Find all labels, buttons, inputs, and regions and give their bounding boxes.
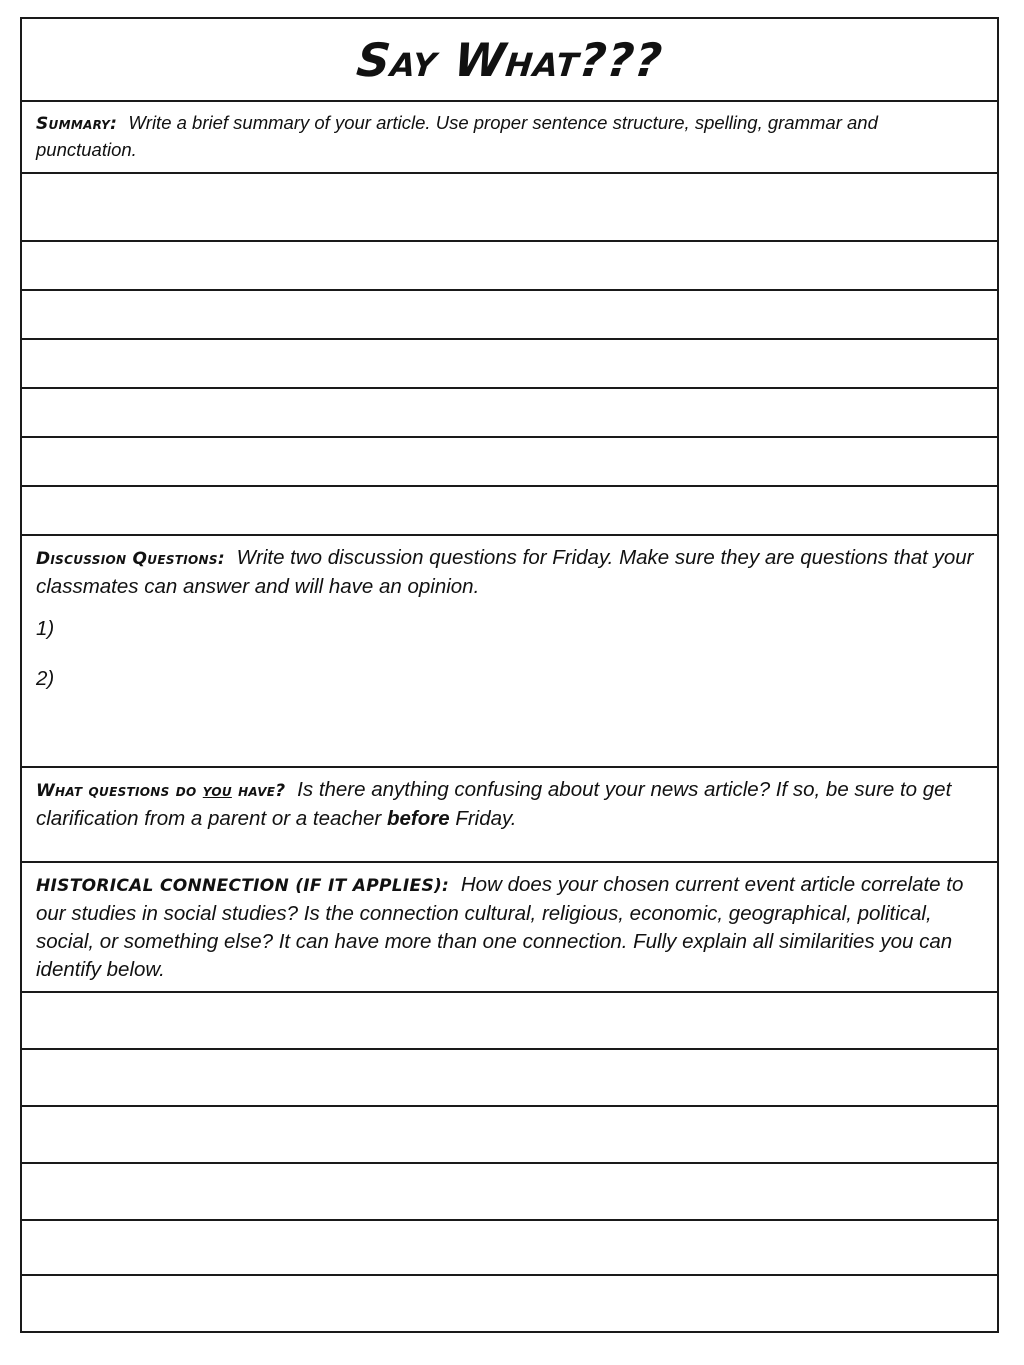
historical-writing-line[interactable] xyxy=(22,1221,997,1276)
historical-writing-line[interactable] xyxy=(22,1107,997,1164)
summary-writing-line[interactable] xyxy=(22,438,997,487)
summary-writing-line[interactable] xyxy=(22,340,997,389)
questions-instruction-bold: before xyxy=(386,807,450,830)
discussion-label: Discussion Questions: xyxy=(36,549,225,569)
discussion-item-2[interactable]: 2) xyxy=(36,667,55,690)
page-title: Say What??? xyxy=(353,32,666,87)
historical-writing-line[interactable] xyxy=(22,993,997,1050)
questions-label-end: have? xyxy=(238,781,286,801)
historical-instruction: How does your chosen current event article correlate to our studies in social studies? Is the connection cultural, religious, economic, geographical, political, social, or something else? It can have more than one connection. Fully explain all similarities you can identify below. xyxy=(36,873,964,981)
historical-label: HISTORICAL CONNECTION (IF IT APPLIES): xyxy=(36,876,450,896)
summary-section xyxy=(22,102,997,174)
historical-writing-line[interactable] xyxy=(22,1050,997,1107)
discussion-section xyxy=(22,536,997,768)
questions-label-emphasis: you xyxy=(202,781,232,801)
summary-writing-line[interactable] xyxy=(22,291,997,340)
historical-writing-line[interactable] xyxy=(22,1276,997,1331)
worksheet xyxy=(20,17,999,1333)
summary-writing-line[interactable] xyxy=(22,242,997,291)
summary-writing-line[interactable] xyxy=(22,389,997,438)
historical-writing-line[interactable] xyxy=(22,1164,997,1221)
title-row xyxy=(22,19,997,102)
summary-instruction: Write a brief summary of your article. Use proper sentence structure, spelling, grammar and punctuation. xyxy=(36,112,878,160)
questions-instruction-start: Is there anything confusing about your news article? If so, be sure to get clarification from a parent or a teacher xyxy=(36,778,952,830)
discussion-instruction: Write two discussion questions for Friday. Make sure they are questions that your classmates can answer and will have an opinion. xyxy=(36,546,974,598)
discussion-item-1[interactable]: 1) xyxy=(36,617,55,640)
summary-label: Summary: xyxy=(36,114,118,134)
historical-section xyxy=(22,863,997,993)
summary-writing-line[interactable] xyxy=(22,487,997,536)
questions-section xyxy=(22,768,997,863)
questions-instruction-end: Friday. xyxy=(455,807,517,830)
questions-label-start: What questions do xyxy=(36,781,197,801)
questions-label xyxy=(36,781,285,801)
summary-writing-line[interactable] xyxy=(22,174,997,242)
